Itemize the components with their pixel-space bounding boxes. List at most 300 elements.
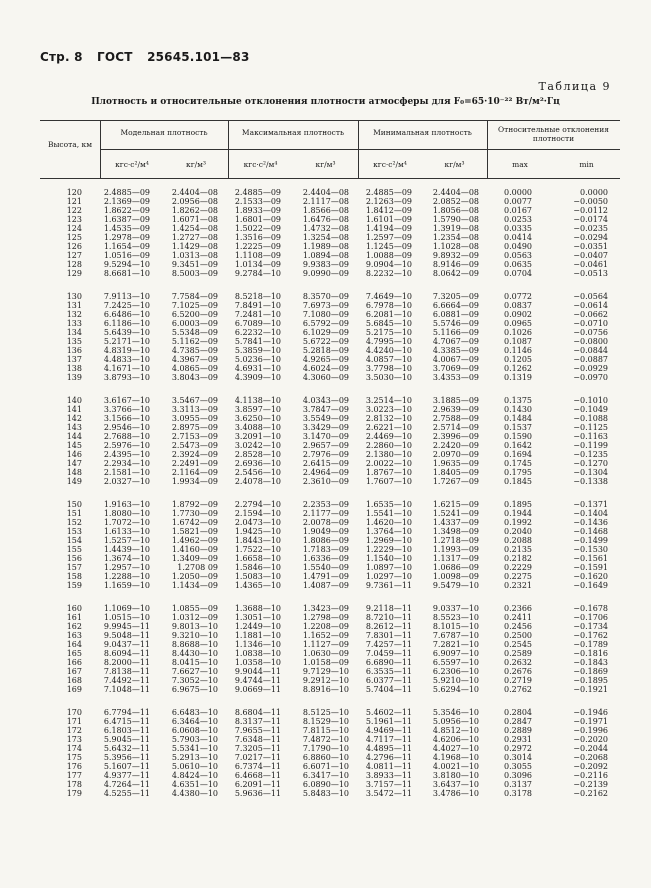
table-cell: 6.7089—10 xyxy=(234,319,281,328)
table-title: Плотность и относительные отклонения плотности атмосферы для F₀=65·10⁻²² Вт/м²·Гц xyxy=(91,97,560,107)
table-cell: 167 xyxy=(66,667,82,676)
table-cell: 0.3055 xyxy=(504,762,532,771)
table-cell: 7.8138—11 xyxy=(103,667,150,676)
table-cell: 9.3210—10 xyxy=(171,631,218,640)
table-cell: 0.1845 xyxy=(504,477,532,486)
table-cell: 5.3859—10 xyxy=(234,346,281,355)
table-cell: 6.5792—09 xyxy=(302,319,349,328)
table-cell: 1.7607—10 xyxy=(365,477,412,486)
table-cell: 5.6845—10 xyxy=(365,319,412,328)
table-row xyxy=(0,301,651,310)
table-cell: 0.0000 xyxy=(580,188,608,197)
table-cell: 4.6351—10 xyxy=(171,780,218,789)
table-cell: 7.4257—11 xyxy=(365,640,412,649)
table-cell: 7.7584—09 xyxy=(171,292,218,301)
table-cell: 0.2931 xyxy=(504,735,532,744)
table-cell: −0.0351 xyxy=(573,242,608,251)
table-cell: 2.1369—09 xyxy=(103,197,150,206)
table-cell: 1.2957—10 xyxy=(103,563,150,572)
table-cell: 5.9045—11 xyxy=(103,735,150,744)
table-cell: 5.9636—11 xyxy=(234,789,281,798)
table-cell: 9.0669—11 xyxy=(234,685,281,694)
table-cell: −0.0461 xyxy=(573,260,608,269)
table-cell: −0.1088 xyxy=(573,414,608,423)
table-cell: 1.2798—09 xyxy=(302,613,349,622)
table-cell: 2.0956—08 xyxy=(171,197,218,206)
table-cell: 129 xyxy=(66,269,82,278)
table-row xyxy=(0,545,651,554)
table-cell: 6.1186—10 xyxy=(103,319,150,328)
table-cell: 9.5294—10 xyxy=(103,260,150,269)
table-cell: −0.0050 xyxy=(573,197,608,206)
table-cell: 7.0459—11 xyxy=(365,649,412,658)
table-cell: −0.1762 xyxy=(573,631,608,640)
table-cell: 1.8080—10 xyxy=(103,509,150,518)
table-row xyxy=(0,188,651,197)
table-cell: 0.2589 xyxy=(504,649,532,658)
table-cell: 4.4240—10 xyxy=(365,346,412,355)
table-row xyxy=(0,771,651,780)
table-cell: 128 xyxy=(66,260,82,269)
subheader-rule xyxy=(100,149,620,150)
table-cell: −0.1270 xyxy=(573,459,608,468)
table-cell: −0.1530 xyxy=(573,545,608,554)
table-cell: 6.0890—10 xyxy=(302,780,349,789)
table-cell: 9.0904—10 xyxy=(365,260,412,269)
table-cell: 1.1659—10 xyxy=(103,581,150,590)
table-cell: 1.8767—10 xyxy=(365,468,412,477)
table-cell: 8.6094—11 xyxy=(103,649,150,658)
table-cell: −0.1049 xyxy=(573,405,608,414)
table-cell: 1.3254—08 xyxy=(302,233,349,242)
table-cell: 165 xyxy=(66,649,82,658)
table-cell: 3.2091—10 xyxy=(234,432,281,441)
table-cell: 3.8933—11 xyxy=(365,771,412,780)
table-cell: 9.8932—09 xyxy=(432,251,479,260)
table-cell: 1.1654—09 xyxy=(103,242,150,251)
table-cell: 8.5003—09 xyxy=(171,269,218,278)
table-cell: −0.0407 xyxy=(573,251,608,260)
table-cell: 1.3688—10 xyxy=(234,604,281,613)
table-cell: 0.1694 xyxy=(504,450,532,459)
table-cell: −0.1921 xyxy=(573,685,608,694)
table-cell: 2.4885—09 xyxy=(234,188,281,197)
table-cell: 1.2597—09 xyxy=(365,233,412,242)
table-cell: 1.8405—09 xyxy=(432,468,479,477)
table-row xyxy=(0,414,651,423)
table-cell: 1.9934—09 xyxy=(171,477,218,486)
table-cell: 0.2500 xyxy=(504,631,532,640)
table-cell: 160 xyxy=(66,604,82,613)
table-cell: 7.4492—11 xyxy=(103,676,150,685)
table-cell: −0.1499 xyxy=(573,536,608,545)
table-cell: 1.3516—09 xyxy=(234,233,281,242)
table-cell: 2.5976—10 xyxy=(103,441,150,450)
table-cell: 4.0811—11 xyxy=(365,762,412,771)
table-row xyxy=(0,667,651,676)
table-cell: 2.1581—10 xyxy=(103,468,150,477)
table-cell: 0.3014 xyxy=(504,753,532,762)
table-cell: 149 xyxy=(66,477,82,486)
table-cell: 7.6973—09 xyxy=(302,301,349,310)
table-cell: 1.2708 09 xyxy=(177,563,218,572)
table-row xyxy=(0,753,651,762)
table-cell: 5.9210—10 xyxy=(432,676,479,685)
table-cell: −0.0112 xyxy=(573,206,608,215)
table-cell: 1.0098—09 xyxy=(432,572,479,581)
table-cell: 3.5549—09 xyxy=(302,414,349,423)
unit-model-a: кгс·с²/м⁴ xyxy=(115,160,149,169)
table-cell: −0.1338 xyxy=(573,477,608,486)
table-row xyxy=(0,328,651,337)
unit-min-b: кг/м³ xyxy=(444,160,465,169)
table-cell: 1.1317—09 xyxy=(432,554,479,563)
table-row xyxy=(0,631,651,640)
table-cell: 2.1263—09 xyxy=(365,197,412,206)
table-cell: 4.4833—10 xyxy=(103,355,150,364)
table-cell: 2.3996—09 xyxy=(432,432,479,441)
table-cell: 0.2229 xyxy=(504,563,532,572)
table-cell: 4.7067—09 xyxy=(432,337,479,346)
table-cell: 1.3423—09 xyxy=(302,604,349,613)
table-cell: 1.0134—09 xyxy=(234,260,281,269)
col-min: Минимальная плотность xyxy=(373,128,472,137)
table-cell: 2.0473—10 xyxy=(234,518,281,527)
table-cell: 1.8622—09 xyxy=(103,206,150,215)
table-cell: 1.6387—09 xyxy=(103,215,150,224)
table-cell: 7.8301—11 xyxy=(365,631,412,640)
table-cell: −0.1816 xyxy=(573,649,608,658)
table-cell: −0.1734 xyxy=(573,622,608,631)
table-cell: 0.2762 xyxy=(504,685,532,694)
table-cell: 6.0003—09 xyxy=(171,319,218,328)
table-cell: 1.4620—10 xyxy=(365,518,412,527)
table-cell: 7.6348—11 xyxy=(234,735,281,744)
table-cell: 0.3096 xyxy=(504,771,532,780)
table-cell: 1.5541—10 xyxy=(365,509,412,518)
table-cell: −0.1678 xyxy=(573,604,608,613)
table-cell: 2.2353—09 xyxy=(302,500,349,509)
table-cell: 7.2425—10 xyxy=(103,301,150,310)
table-cell: 7.4649—10 xyxy=(365,292,412,301)
table-cell: 138 xyxy=(66,364,82,373)
table-cell: 1.3051—10 xyxy=(234,613,281,622)
table-cell: 8.1529—10 xyxy=(302,717,349,726)
table-cell: 151 xyxy=(66,509,82,518)
table-cell: 8.0415—10 xyxy=(171,658,218,667)
table-cell: −0.0564 xyxy=(573,292,608,301)
table-cell: 1.2050—09 xyxy=(171,572,218,581)
table-row xyxy=(0,337,651,346)
table-cell: 1.5846—10 xyxy=(234,563,281,572)
table-cell: 0.1262 xyxy=(504,364,532,373)
table-cell: 8.6681—10 xyxy=(103,269,150,278)
table-cell: −0.2092 xyxy=(573,762,608,771)
table-cell: 0.1992 xyxy=(504,518,532,527)
table-cell: 6.1029—09 xyxy=(302,328,349,337)
table-cell: 6.4715—11 xyxy=(103,717,150,726)
table-cell: 6.8860—10 xyxy=(302,753,349,762)
table-cell: 9.4744—11 xyxy=(234,676,281,685)
table-cell: 8.7210—11 xyxy=(365,613,412,622)
table-cell: 1.1127—09 xyxy=(302,640,349,649)
table-cell: 0.1745 xyxy=(504,459,532,468)
table-cell: 3.5467—09 xyxy=(171,396,218,405)
table-cell: 6.5597—10 xyxy=(432,658,479,667)
table-cell: 1.3919—08 xyxy=(432,224,479,233)
table-cell: 2.0970—09 xyxy=(432,450,479,459)
table-cell: 4.3967—09 xyxy=(171,355,218,364)
table-cell: 1.6215—09 xyxy=(432,500,479,509)
table-cell: 6.0608—10 xyxy=(171,726,218,735)
table-cell: 2.5714—09 xyxy=(432,423,479,432)
table-cell: 127 xyxy=(66,251,82,260)
table-cell: 2.4885—09 xyxy=(103,188,150,197)
col-model: Модельная плотность xyxy=(120,128,208,137)
table-cell: 1.6742—09 xyxy=(171,518,218,527)
table-cell: 0.0077 xyxy=(504,197,532,206)
table-cell: 5.8483—10 xyxy=(302,789,349,798)
table-cell: 2.6415—09 xyxy=(302,459,349,468)
table-cell: −0.2044 xyxy=(573,744,608,753)
table-cell: −0.1620 xyxy=(573,572,608,581)
table-cell: 0.2411 xyxy=(504,613,532,622)
table-cell: −0.1163 xyxy=(573,432,608,441)
table-cell: 158 xyxy=(66,572,82,581)
table-cell: −0.0756 xyxy=(573,328,608,337)
table-cell: 7.3052—10 xyxy=(171,676,218,685)
table-cell: 5.1607—11 xyxy=(103,762,150,771)
table-cell: 169 xyxy=(66,685,82,694)
table-cell: 5.3546—10 xyxy=(432,708,479,717)
table-cell: 0.1430 xyxy=(504,405,532,414)
table-cell: 136 xyxy=(66,346,82,355)
table-cell: 1.1652—09 xyxy=(302,631,349,640)
table-cell: −0.0294 xyxy=(573,233,608,242)
table-cell: 1.8412—09 xyxy=(365,206,412,215)
table-cell: 4.4027—10 xyxy=(432,744,479,753)
table-cell: 0.1944 xyxy=(504,509,532,518)
table-cell: 2.6936—10 xyxy=(234,459,281,468)
table-cell: 1.4254—08 xyxy=(171,224,218,233)
table-cell: −0.1125 xyxy=(573,423,608,432)
table-cell: 147 xyxy=(66,459,82,468)
table-cell: 0.2275 xyxy=(504,572,532,581)
table-cell: 2.4404—08 xyxy=(171,188,218,197)
table-cell: 1.1108—09 xyxy=(234,251,281,260)
table-row xyxy=(0,459,651,468)
table-cell: 1.2208—09 xyxy=(302,622,349,631)
table-cell: −0.0970 xyxy=(573,373,608,382)
table-cell: 1.4365—10 xyxy=(234,581,281,590)
table-cell: 3.2514—10 xyxy=(365,396,412,405)
table-cell: 1.7183—09 xyxy=(302,545,349,554)
table-cell: −0.2020 xyxy=(573,735,608,744)
table-cell: 5.5348—09 xyxy=(171,328,218,337)
table-cell: 2.8975—09 xyxy=(171,423,218,432)
table-cell: 172 xyxy=(66,726,82,735)
table-row xyxy=(0,581,651,590)
table-cell: 1.4732—08 xyxy=(302,224,349,233)
table-cell: 3.7798—10 xyxy=(365,364,412,373)
table-cell: 4.4895—11 xyxy=(365,744,412,753)
table-cell: 1.7730—09 xyxy=(171,509,218,518)
table-cell: 2.2794—10 xyxy=(234,500,281,509)
table-cell: 0.2088 xyxy=(504,536,532,545)
table-cell: 0.0635 xyxy=(504,260,532,269)
table-row xyxy=(0,622,651,631)
table-cell: 1.4791—09 xyxy=(302,572,349,581)
table-cell: 8.2612—11 xyxy=(365,622,412,631)
table-cell: 1.0897—10 xyxy=(365,563,412,572)
table-cell: 0.3178 xyxy=(504,789,532,798)
table-cell: 1.1989—08 xyxy=(302,242,349,251)
table-cell: −0.2068 xyxy=(573,753,608,762)
table-cell: 0.2804 xyxy=(504,708,532,717)
table-row xyxy=(0,215,651,224)
table-cell: 6.6664—09 xyxy=(432,301,479,310)
table-cell: 0.1319 xyxy=(504,373,532,382)
table-cell: 4.5255—11 xyxy=(103,789,150,798)
table-cell: 1.5257—10 xyxy=(103,536,150,545)
table-cell: −0.1971 xyxy=(573,717,608,726)
table-row xyxy=(0,432,651,441)
table-cell: −0.1649 xyxy=(573,581,608,590)
table-cell: −0.2139 xyxy=(573,780,608,789)
table-cell: 168 xyxy=(66,676,82,685)
table-row xyxy=(0,640,651,649)
table-cell: 1.9163—10 xyxy=(103,500,150,509)
table-cell: 1.4160—09 xyxy=(171,545,218,554)
table-cell: 1.0088—09 xyxy=(365,251,412,260)
table-cell: 6.3417—10 xyxy=(302,771,349,780)
table-cell: 6.6483—10 xyxy=(171,708,218,717)
gost-label: ГОСТ xyxy=(97,50,133,64)
table-cell: 3.1470—09 xyxy=(302,432,349,441)
table-cell: 5.7841—10 xyxy=(234,337,281,346)
table-cell: 5.5746—09 xyxy=(432,319,479,328)
table-row xyxy=(0,423,651,432)
table-cell: 0.2889 xyxy=(504,726,532,735)
table-cell: 2.4078—10 xyxy=(234,477,281,486)
table-cell: 0.0965 xyxy=(504,319,532,328)
table-cell: 1.8262—08 xyxy=(171,206,218,215)
table-cell: 1.2449—10 xyxy=(234,622,281,631)
table-row xyxy=(0,224,651,233)
table-cell: 7.8491—10 xyxy=(234,301,281,310)
table-row xyxy=(0,233,651,242)
table-cell: 7.8115—10 xyxy=(302,726,349,735)
table-cell: 1.7522—10 xyxy=(234,545,281,554)
table-row xyxy=(0,744,651,753)
table-row xyxy=(0,762,651,771)
table-cell: 1.6336—09 xyxy=(302,554,349,563)
table-cell: 146 xyxy=(66,450,82,459)
table-cell: 2.0078—09 xyxy=(302,518,349,527)
table-cell: 8.5125—10 xyxy=(302,708,349,717)
table-cell: 0.1795 xyxy=(504,468,532,477)
table-row xyxy=(0,468,651,477)
table-cell: 4.8512—10 xyxy=(432,726,479,735)
table-cell: 170 xyxy=(66,708,82,717)
table-cell: 5.0236—10 xyxy=(234,355,281,364)
table-cell: 3.4353—09 xyxy=(432,373,479,382)
table-cell: 3.3429—09 xyxy=(302,423,349,432)
table-cell: 5.6294—10 xyxy=(432,685,479,694)
table-cell: 2.5473—09 xyxy=(171,441,218,450)
table-cell: 152 xyxy=(66,518,82,527)
table-cell: 4.6024—09 xyxy=(302,364,349,373)
table-cell: 2.2420—09 xyxy=(432,441,479,450)
table-cell: 0.1642 xyxy=(504,441,532,450)
table-cell: 163 xyxy=(66,631,82,640)
table-row xyxy=(0,613,651,622)
table-cell: 1.9635—09 xyxy=(432,459,479,468)
table-row xyxy=(0,649,651,658)
table-cell: 4.3385—09 xyxy=(432,346,479,355)
table-cell: 9.5048—11 xyxy=(103,631,150,640)
table-cell: 0.1205 xyxy=(504,355,532,364)
table-cell: 2.4964—09 xyxy=(302,468,349,477)
table-cell: 2.2491—09 xyxy=(171,459,218,468)
table-row xyxy=(0,708,651,717)
table-cell: 177 xyxy=(66,771,82,780)
table-cell: 2.4469—10 xyxy=(365,432,412,441)
table-row xyxy=(0,789,651,798)
table-cell: −0.1843 xyxy=(573,658,608,667)
table-cell: 0.1895 xyxy=(504,500,532,509)
table-cell: −0.0887 xyxy=(573,355,608,364)
table-cell: 9.0437—11 xyxy=(103,640,150,649)
table-cell: 1.1993—09 xyxy=(432,545,479,554)
table-cell: 1.4194—09 xyxy=(365,224,412,233)
table-cell: 1.2969—10 xyxy=(365,536,412,545)
table-cell: 3.8043—09 xyxy=(171,373,218,382)
table-cell: 2.1533—09 xyxy=(234,197,281,206)
table-cell: 134 xyxy=(66,328,82,337)
table-cell: 2.4404—08 xyxy=(432,188,479,197)
table-cell: 1.6535—10 xyxy=(365,500,412,509)
col-rel: Относительные отклонения плотности xyxy=(497,125,610,143)
table-cell: 0.2182 xyxy=(504,554,532,563)
table-cell: 1.4535—09 xyxy=(103,224,150,233)
table-row xyxy=(0,441,651,450)
table-cell: 123 xyxy=(66,215,82,224)
table-row xyxy=(0,685,651,694)
table-row xyxy=(0,658,651,667)
table-cell: 7.9113—10 xyxy=(103,292,150,301)
table-cell: 156 xyxy=(66,554,82,563)
table-cell: 2.7153—09 xyxy=(171,432,218,441)
table-cell: 4.7264—11 xyxy=(103,780,150,789)
table-cell: 3.3113—09 xyxy=(171,405,218,414)
table-cell: 1.1881—10 xyxy=(234,631,281,640)
unit-max-b: кг/м³ xyxy=(315,160,336,169)
table-cell: 1.4087—09 xyxy=(302,581,349,590)
table-cell: 1.3764—10 xyxy=(365,527,412,536)
table-cell: −0.1235 xyxy=(573,450,608,459)
table-cell: 6.7374—11 xyxy=(234,762,281,771)
table-row xyxy=(0,364,651,373)
table-cell: 1.0312—09 xyxy=(171,613,218,622)
table-cell: 3.6167—10 xyxy=(103,396,150,405)
table-cell: −0.0844 xyxy=(573,346,608,355)
table-cell: 9.0990—09 xyxy=(302,269,349,278)
table-cell: 125 xyxy=(66,233,82,242)
table-cell: 4.0067—09 xyxy=(432,355,479,364)
table-row xyxy=(0,477,651,486)
table-cell: 9.5479—10 xyxy=(432,581,479,590)
